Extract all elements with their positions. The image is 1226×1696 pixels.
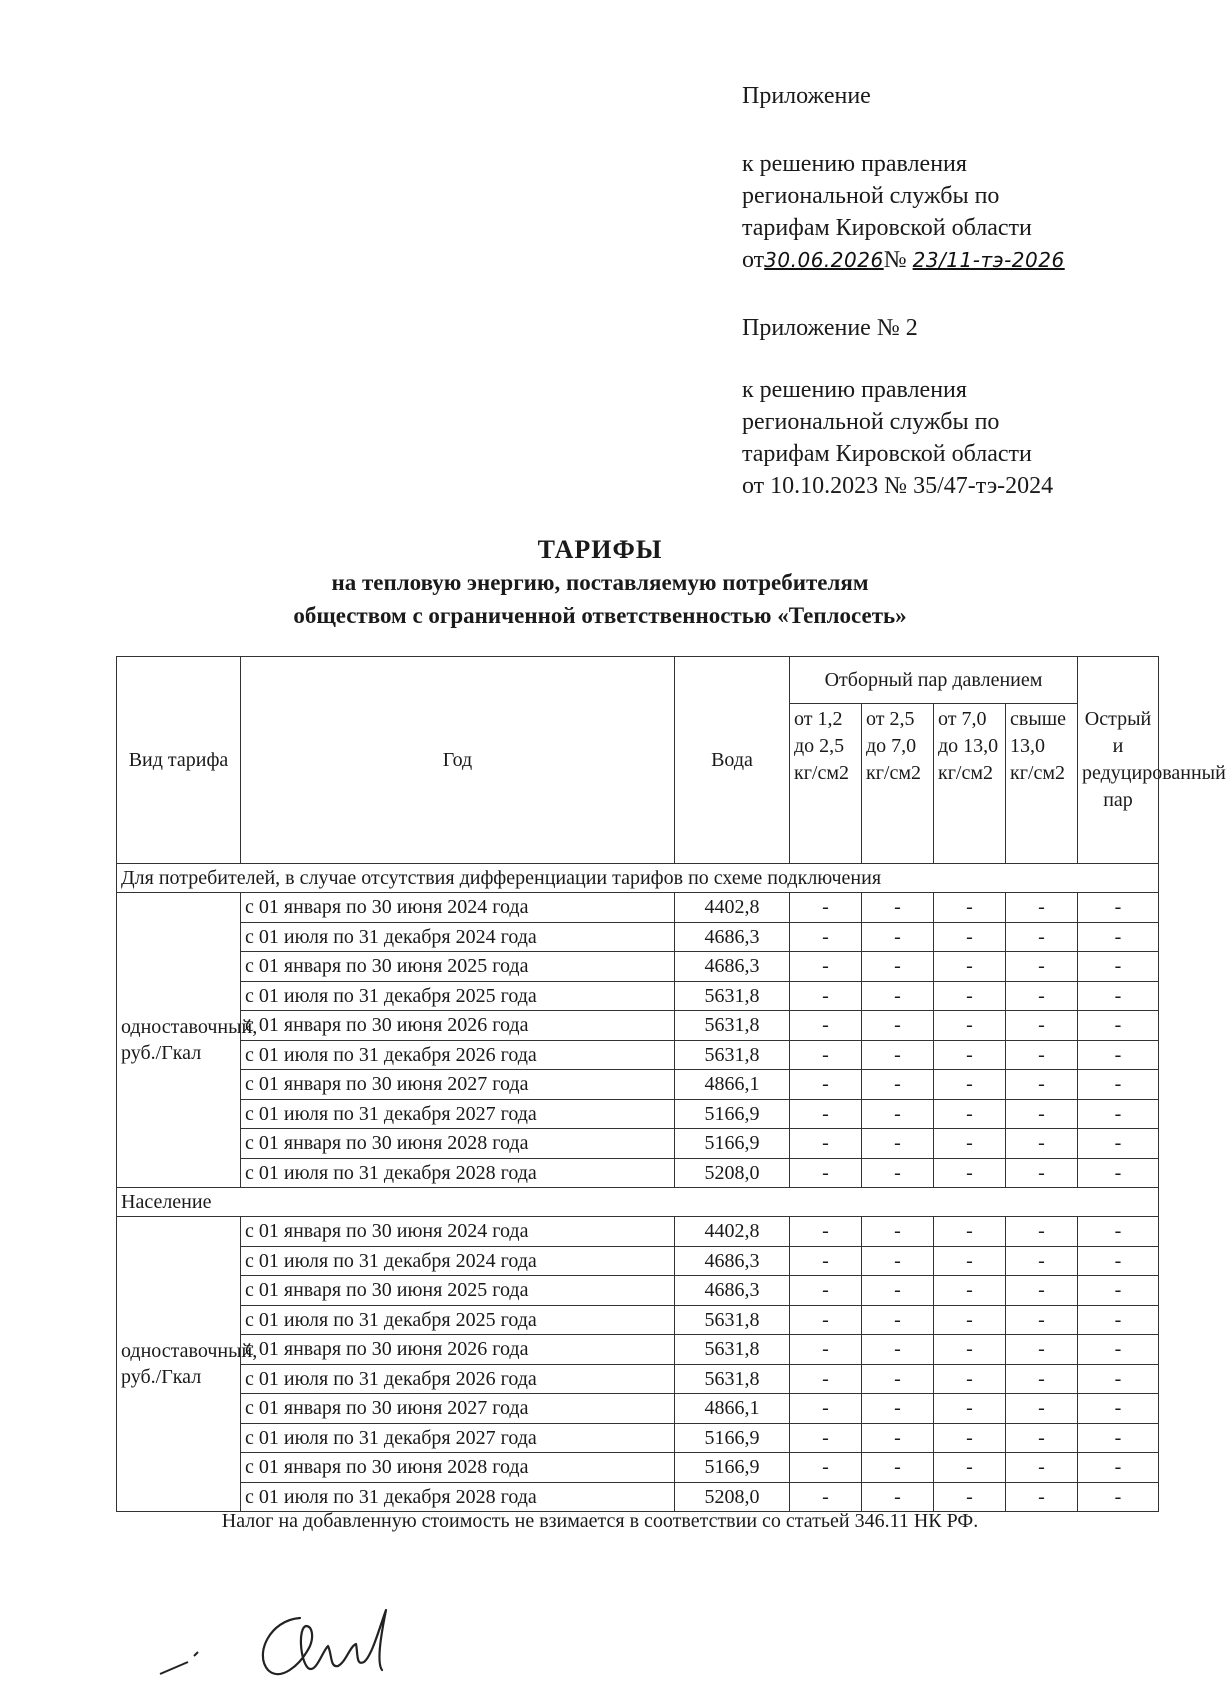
sharp-steam-cell: - xyxy=(1078,1158,1159,1188)
steam2-cell: - xyxy=(862,1158,934,1188)
steam3-cell: - xyxy=(934,1276,1006,1306)
sharp-steam-cell: - xyxy=(1078,1482,1159,1512)
table-row xyxy=(117,981,1159,1011)
period-cell: с 01 января по 30 июня 2025 года xyxy=(241,952,675,982)
steam1-cell: - xyxy=(790,1276,862,1306)
table-row xyxy=(117,1099,1159,1129)
steam2-cell: - xyxy=(862,952,934,982)
steam3-cell: - xyxy=(934,1482,1006,1512)
steam4-cell: - xyxy=(1006,1158,1078,1188)
steam3-cell: - xyxy=(934,922,1006,952)
period-cell: с 01 января по 30 июня 2024 года xyxy=(241,893,675,923)
steam1-cell: - xyxy=(790,1394,862,1424)
table-row xyxy=(117,952,1159,982)
water-tariff-cell: 4866,1 xyxy=(675,1394,790,1424)
period-cell: с 01 января по 30 июня 2025 года xyxy=(241,1276,675,1306)
steam4-cell: - xyxy=(1006,1453,1078,1483)
steam3-cell: - xyxy=(934,1070,1006,1100)
sharp-steam-cell: - xyxy=(1078,1453,1159,1483)
steam2-cell: - xyxy=(862,1364,934,1394)
steam3-cell: - xyxy=(934,1129,1006,1159)
water-tariff-cell: 5631,8 xyxy=(675,1335,790,1365)
period-cell: с 01 июля по 31 декабря 2026 года xyxy=(241,1364,675,1394)
steam1-cell: - xyxy=(790,1482,862,1512)
steam1-cell: - xyxy=(790,1158,862,1188)
col-header-steam4: свыше 13,0 кг/см2 xyxy=(1006,704,1078,864)
signature-icon xyxy=(150,1596,410,1691)
steam2-cell: - xyxy=(862,1394,934,1424)
period-cell: с 01 января по 30 июня 2024 года xyxy=(241,1217,675,1247)
steam1-cell: - xyxy=(790,1070,862,1100)
table-row xyxy=(117,1276,1159,1306)
period-cell: с 01 июля по 31 декабря 2024 года xyxy=(241,922,675,952)
sharp-steam-cell: - xyxy=(1078,1011,1159,1041)
steam3-cell: - xyxy=(934,1158,1006,1188)
steam4-cell: - xyxy=(1006,1335,1078,1365)
sharp-steam-cell: - xyxy=(1078,893,1159,923)
steam4-cell: - xyxy=(1006,922,1078,952)
steam2-cell: - xyxy=(862,1246,934,1276)
table-row xyxy=(117,1246,1159,1276)
decision-reference: к решению правления региональной службы по тарифам Кировской области от30.06.2026№ 23/11-тэ-2026 xyxy=(742,151,1065,273)
steam2-cell: - xyxy=(862,981,934,1011)
tariff-table xyxy=(116,656,1226,1512)
tariff-type: одноставочный, руб./Гкал xyxy=(117,893,241,1188)
sharp-steam-cell: - xyxy=(1078,1246,1159,1276)
document-subtitle-line2: обществом с ограниченной ответственностью «Теплосеть» xyxy=(293,603,907,628)
sharp-steam-cell: - xyxy=(1078,1276,1159,1306)
steam1-cell: - xyxy=(790,1423,862,1453)
table-row xyxy=(117,893,1159,923)
steam1-cell: - xyxy=(790,1335,862,1365)
period-cell: с 01 января по 30 июня 2026 года xyxy=(241,1335,675,1365)
period-cell: с 01 июля по 31 декабря 2028 года xyxy=(241,1158,675,1188)
handwritten-number: 23/11-тэ-2026 xyxy=(912,248,1065,272)
steam4-cell: - xyxy=(1006,981,1078,1011)
period-cell: с 01 июля по 31 декабря 2025 года xyxy=(241,981,675,1011)
period-cell: с 01 июля по 31 декабря 2027 года xyxy=(241,1423,675,1453)
water-tariff-cell: 5166,9 xyxy=(675,1453,790,1483)
water-tariff-cell: 4866,1 xyxy=(675,1070,790,1100)
steam3-cell: - xyxy=(934,1394,1006,1424)
steam4-cell: - xyxy=(1006,1394,1078,1424)
steam4-cell: - xyxy=(1006,1276,1078,1306)
period-cell: с 01 января по 30 июня 2026 года xyxy=(241,1011,675,1041)
water-tariff-cell: 5208,0 xyxy=(675,1158,790,1188)
water-tariff-cell: 5166,9 xyxy=(675,1423,790,1453)
period-cell: с 01 июля по 31 декабря 2026 года xyxy=(241,1040,675,1070)
document-title: ТАРИФЫ xyxy=(537,535,663,564)
group-title: Население xyxy=(117,1188,1159,1217)
sharp-steam-cell: - xyxy=(1078,1305,1159,1335)
steam2-cell: - xyxy=(862,1335,934,1365)
water-tariff-cell: 5166,9 xyxy=(675,1129,790,1159)
period-cell: с 01 июля по 31 декабря 2027 года xyxy=(241,1099,675,1129)
group-title: Для потребителей, в случае отсутствия дифференциации тарифов по схеме подключения xyxy=(117,864,1159,893)
table-row xyxy=(117,1070,1159,1100)
steam2-cell: - xyxy=(862,1276,934,1306)
period-cell: с 01 января по 30 июня 2028 года xyxy=(241,1129,675,1159)
water-tariff-cell: 5631,8 xyxy=(675,1011,790,1041)
steam1-cell: - xyxy=(790,1011,862,1041)
steam4-cell: - xyxy=(1006,1482,1078,1512)
steam4-cell: - xyxy=(1006,1364,1078,1394)
steam3-cell: - xyxy=(934,1099,1006,1129)
sharp-steam-cell: - xyxy=(1078,1364,1159,1394)
col-header-type: Вид тарифа xyxy=(117,657,241,864)
table-row xyxy=(117,1364,1159,1394)
steam4-cell: - xyxy=(1006,1011,1078,1041)
steam2-cell: - xyxy=(862,893,934,923)
table-row xyxy=(117,1305,1159,1335)
steam4-cell: - xyxy=(1006,1099,1078,1129)
appendix-title: Приложение xyxy=(742,83,871,109)
water-tariff-cell: 5208,0 xyxy=(675,1482,790,1512)
sharp-steam-cell: - xyxy=(1078,1335,1159,1365)
col-header-sharp-steam: Острый и редуцированный пар xyxy=(1078,657,1159,864)
col-header-water: Вода xyxy=(675,657,790,864)
table-row xyxy=(117,1217,1159,1247)
water-tariff-cell: 4686,3 xyxy=(675,922,790,952)
table-row xyxy=(117,1335,1159,1365)
appendix2-title: Приложение № 2 xyxy=(742,315,918,341)
steam1-cell: - xyxy=(790,1217,862,1247)
col-header-steam2: от 2,5 до 7,0 кг/см2 xyxy=(862,704,934,864)
sharp-steam-cell: - xyxy=(1078,1394,1159,1424)
steam4-cell: - xyxy=(1006,893,1078,923)
sharp-steam-cell: - xyxy=(1078,1099,1159,1129)
steam3-cell: - xyxy=(934,893,1006,923)
water-tariff-cell: 5631,8 xyxy=(675,1305,790,1335)
steam3-cell: - xyxy=(934,1423,1006,1453)
table-row xyxy=(117,1011,1159,1041)
steam3-cell: - xyxy=(934,1364,1006,1394)
steam2-cell: - xyxy=(862,1011,934,1041)
vat-footnote: Налог на добавленную стоимость не взимается в соответствии со статьей 346.11 НК РФ. xyxy=(221,1510,979,1532)
document-subtitle-line1: на тепловую энергию, поставляемую потребителям xyxy=(331,570,869,595)
steam4-cell: - xyxy=(1006,1040,1078,1070)
water-tariff-cell: 5166,9 xyxy=(675,1099,790,1129)
steam2-cell: - xyxy=(862,1129,934,1159)
steam2-cell: - xyxy=(862,1217,934,1247)
sharp-steam-cell: - xyxy=(1078,952,1159,982)
steam1-cell: - xyxy=(790,1364,862,1394)
table-row xyxy=(117,1423,1159,1453)
table-row xyxy=(117,1482,1159,1512)
steam1-cell: - xyxy=(790,1099,862,1129)
sharp-steam-cell: - xyxy=(1078,1129,1159,1159)
period-cell: с 01 июля по 31 декабря 2025 года xyxy=(241,1305,675,1335)
water-tariff-cell: 4686,3 xyxy=(675,1246,790,1276)
steam4-cell: - xyxy=(1006,1129,1078,1159)
steam4-cell: - xyxy=(1006,1246,1078,1276)
steam1-cell: - xyxy=(790,981,862,1011)
steam1-cell: - xyxy=(790,922,862,952)
water-tariff-cell: 4686,3 xyxy=(675,952,790,982)
table-row xyxy=(117,922,1159,952)
steam4-cell: - xyxy=(1006,1305,1078,1335)
steam2-cell: - xyxy=(862,1070,934,1100)
steam2-cell: - xyxy=(862,1482,934,1512)
steam2-cell: - xyxy=(862,1040,934,1070)
handwritten-date: 30.06.2026 xyxy=(764,248,884,272)
steam1-cell: - xyxy=(790,1246,862,1276)
steam3-cell: - xyxy=(934,1217,1006,1247)
period-cell: с 01 июля по 31 декабря 2024 года xyxy=(241,1246,675,1276)
steam2-cell: - xyxy=(862,922,934,952)
tariff-type: одноставочный, руб./Гкал xyxy=(117,1217,241,1512)
water-tariff-cell: 4686,3 xyxy=(675,1276,790,1306)
steam3-cell: - xyxy=(934,1011,1006,1041)
table-row xyxy=(117,1129,1159,1159)
steam3-cell: - xyxy=(934,1335,1006,1365)
steam3-cell: - xyxy=(934,981,1006,1011)
water-tariff-cell: 5631,8 xyxy=(675,1364,790,1394)
steam2-cell: - xyxy=(862,1453,934,1483)
sharp-steam-cell: - xyxy=(1078,1217,1159,1247)
steam4-cell: - xyxy=(1006,1217,1078,1247)
sharp-steam-cell: - xyxy=(1078,922,1159,952)
col-header-steam1: от 1,2 до 2,5 кг/см2 xyxy=(790,704,862,864)
steam3-cell: - xyxy=(934,1246,1006,1276)
steam3-cell: - xyxy=(934,1305,1006,1335)
period-cell: с 01 января по 30 июня 2027 года xyxy=(241,1394,675,1424)
steam4-cell: - xyxy=(1006,952,1078,982)
steam1-cell: - xyxy=(790,1129,862,1159)
water-tariff-cell: 5631,8 xyxy=(675,981,790,1011)
sharp-steam-cell: - xyxy=(1078,1040,1159,1070)
water-tariff-cell: 4402,8 xyxy=(675,893,790,923)
table-row xyxy=(117,1394,1159,1424)
steam2-cell: - xyxy=(862,1305,934,1335)
original-decision-reference: к решению правления региональной службы по тарифам Кировской области от 10.10.2023 № 35/47-тэ-2024 xyxy=(742,377,1054,499)
water-tariff-cell: 4402,8 xyxy=(675,1217,790,1247)
col-header-steam3: от 7,0 до 13,0 кг/см2 xyxy=(934,704,1006,864)
steam4-cell: - xyxy=(1006,1070,1078,1100)
col-header-year: Год xyxy=(241,657,675,864)
steam1-cell: - xyxy=(790,893,862,923)
table-row xyxy=(117,1040,1159,1070)
steam4-cell: - xyxy=(1006,1423,1078,1453)
steam2-cell: - xyxy=(862,1423,934,1453)
steam3-cell: - xyxy=(934,1453,1006,1483)
sharp-steam-cell: - xyxy=(1078,981,1159,1011)
period-cell: с 01 июля по 31 декабря 2028 года xyxy=(241,1482,675,1512)
table-row xyxy=(117,1453,1159,1483)
steam1-cell: - xyxy=(790,1040,862,1070)
water-tariff-cell: 5631,8 xyxy=(675,1040,790,1070)
table-row xyxy=(117,1158,1159,1188)
period-cell: с 01 января по 30 июня 2027 года xyxy=(241,1070,675,1100)
sharp-steam-cell: - xyxy=(1078,1423,1159,1453)
sharp-steam-cell: - xyxy=(1078,1070,1159,1100)
col-header-steam-group: Отборный пар давлением xyxy=(790,657,1078,704)
steam1-cell: - xyxy=(790,1453,862,1483)
steam1-cell: - xyxy=(790,1305,862,1335)
steam2-cell: - xyxy=(862,1099,934,1129)
steam3-cell: - xyxy=(934,1040,1006,1070)
steam3-cell: - xyxy=(934,952,1006,982)
period-cell: с 01 января по 30 июня 2028 года xyxy=(241,1453,675,1483)
steam1-cell: - xyxy=(790,952,862,982)
